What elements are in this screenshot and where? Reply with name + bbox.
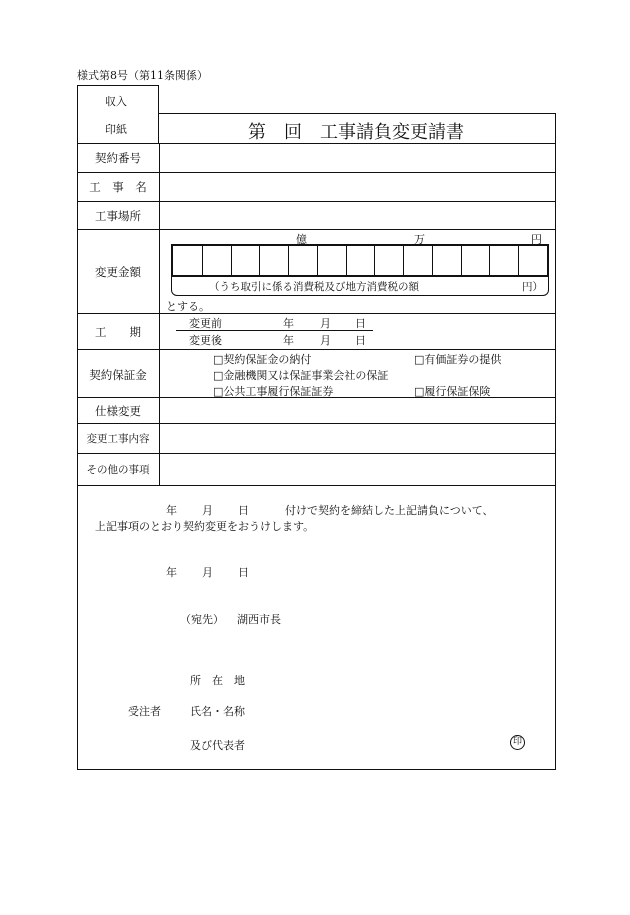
unit-en: 円: [531, 233, 542, 246]
guarantee-option[interactable]: □履行保証保険: [414, 385, 491, 398]
row-divider: [77, 172, 556, 173]
address-label: 所 在 地: [190, 674, 245, 687]
seal-mark-icon: 印: [510, 735, 525, 750]
row-divider: [77, 143, 556, 144]
tax-note-open: （うち取引に係る消費税及び地方消費税の額: [209, 281, 419, 293]
body-date-day: 日: [238, 504, 249, 517]
unit-oku: 億: [296, 233, 307, 246]
row-divider: [77, 229, 556, 230]
addressee-prefix: （宛先）: [180, 613, 224, 626]
row-divider: [77, 453, 556, 454]
guarantee-option[interactable]: □有価証券の提供: [414, 353, 502, 366]
sign-day: 日: [238, 566, 249, 579]
period-after-day: 日: [355, 334, 366, 347]
form-number: 様式第8号（第11条関係）: [77, 69, 208, 82]
guarantee-option[interactable]: □金融機関又は保証事業会社の保証: [213, 369, 389, 382]
addressee: 湖西市長: [237, 613, 281, 626]
body-date-year: 年: [166, 504, 177, 517]
body-line2: 上記事項のとおり契約変更をおうけします。: [95, 520, 315, 533]
period-before-label: 変更前: [189, 317, 222, 330]
digit-cell-divider: [518, 246, 519, 275]
period-after-month: 月: [320, 334, 331, 347]
period-before-day: 日: [355, 317, 366, 330]
sign-month: 月: [202, 566, 213, 579]
body-date-month: 月: [202, 504, 213, 517]
digit-cell-divider: [461, 246, 462, 275]
label-other: その他の事項: [86, 464, 150, 476]
period-underline: [176, 330, 373, 331]
row-divider: [77, 349, 556, 350]
row-divider: [77, 423, 556, 424]
label-guarantee: 契約保証金: [89, 368, 147, 382]
name-label: 氏名・名称: [190, 705, 245, 718]
amount-digit-box[interactable]: [171, 244, 549, 277]
digit-cell-divider: [259, 246, 260, 275]
digit-cell-divider: [432, 246, 433, 275]
label-contract-no: 契約番号: [95, 151, 141, 165]
digit-cell-divider: [288, 246, 289, 275]
unit-man: 万: [414, 233, 425, 246]
amount-suffix: とする。: [166, 300, 210, 313]
stamp-label-1: 収入: [105, 95, 127, 108]
label-spec-change: 仕様変更: [95, 404, 141, 418]
digit-cell-divider: [202, 246, 203, 275]
period-after-year: 年: [283, 334, 294, 347]
label-period: 工 期: [95, 325, 141, 339]
tax-note-close: 円）: [522, 281, 543, 293]
label-work-place: 工事場所: [95, 209, 141, 223]
digit-cell-divider: [346, 246, 347, 275]
body-line1: 付けで契約を締結した上記請負について、: [285, 504, 494, 517]
sign-year: 年: [166, 566, 177, 579]
row-divider: [77, 201, 556, 202]
label-change-amount: 変更金額: [95, 265, 141, 279]
form-title: 第 回 工事請負変更請書: [248, 122, 464, 143]
row-divider: [77, 313, 556, 314]
stamp-label-2: 印紙: [105, 123, 127, 136]
label-column-divider: [159, 143, 160, 485]
period-before-year: 年: [283, 317, 294, 330]
digit-cell-divider: [317, 246, 318, 275]
period-after-label: 変更後: [189, 334, 222, 347]
contractor-label: 受注者: [128, 705, 161, 718]
guarantee-option[interactable]: □契約保証金の納付: [213, 353, 312, 366]
digit-cell-divider: [231, 246, 232, 275]
digit-cell-divider: [489, 246, 490, 275]
row-divider: [77, 485, 556, 486]
digit-cell-divider: [403, 246, 404, 275]
digit-cell-divider: [374, 246, 375, 275]
period-before-month: 月: [320, 317, 331, 330]
label-work-name: 工 事 名: [89, 180, 147, 194]
label-change-content: 変更工事内容: [86, 433, 150, 445]
representative-label: 及び代表者: [190, 739, 245, 752]
guarantee-option[interactable]: □公共工事履行保証証券: [213, 385, 334, 398]
